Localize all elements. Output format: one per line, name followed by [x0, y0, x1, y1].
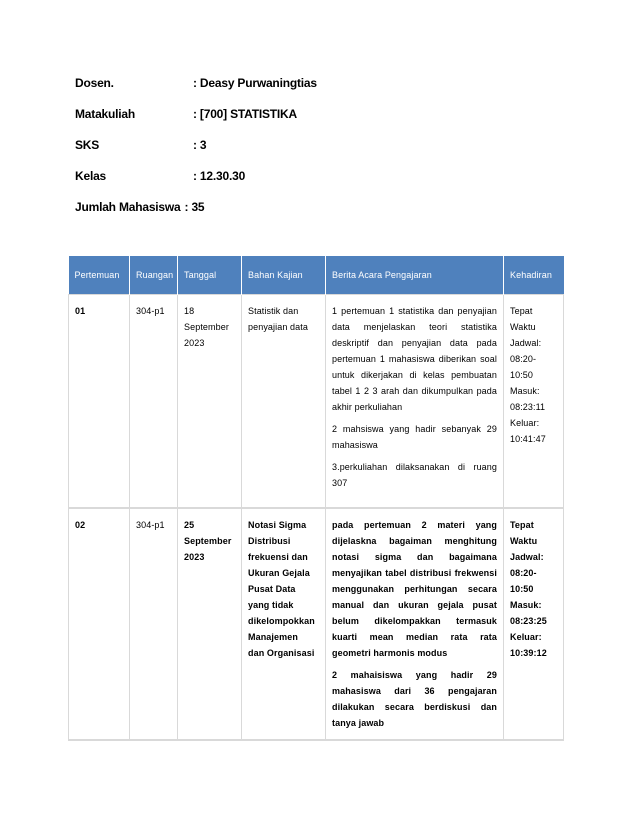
info-row-dosen — [75, 76, 495, 107]
jumlah-value: : 35 — [184, 200, 205, 214]
kehadiran-line: 08:23:11 — [510, 402, 546, 412]
cell-berita-acara — [326, 295, 504, 509]
cell-ruangan: 304-p1 — [130, 295, 178, 509]
bahan-line: frekuensi dan — [248, 552, 308, 562]
kehadiran-line: 08:23:25 — [510, 616, 547, 626]
cell-tanggal — [178, 295, 242, 509]
bahan-line: Manajemen — [248, 632, 298, 642]
bahan-line: Notasi Sigma — [248, 520, 307, 530]
header-kehadiran: Kehadiran — [504, 256, 564, 295]
kehadiran-line: 08:20- — [510, 568, 537, 578]
header-berita-acara: Berita Acara Pengajaran — [326, 256, 504, 295]
info-row-sks — [75, 138, 495, 169]
bahan-line: yang tidak — [248, 600, 294, 610]
kehadiran-line: Tepat — [510, 306, 533, 316]
header-bahan-kajian: Bahan Kajian — [242, 256, 326, 295]
kehadiran-line: 10:41:47 — [510, 434, 546, 444]
matakuliah-label: Matakuliah — [75, 107, 136, 121]
kehadiran-line: Jadwal: — [510, 552, 544, 562]
dosen-label: Dosen. — [75, 76, 114, 90]
header-pertemuan: Pertemuan — [69, 256, 130, 295]
cell-kehadiran — [504, 508, 564, 740]
dosen-value: : Deasy Purwaningtias — [193, 76, 317, 90]
kehadiran-line: Waktu — [510, 322, 536, 332]
kehadiran-line: Waktu — [510, 536, 538, 546]
berita-paragraph: 3.perkuliahan dilaksanakan di ruang 307 — [332, 462, 497, 488]
tanggal-line: September — [184, 536, 232, 546]
kehadiran-line: 10:50 — [510, 584, 534, 594]
cell-berita-acara — [326, 508, 504, 740]
bahan-line: penyajian data — [248, 322, 308, 332]
cell-tanggal — [178, 508, 242, 740]
bahan-line: dan Organisasi — [248, 648, 315, 658]
kehadiran-line: Keluar: — [510, 632, 542, 642]
tanggal-line: 18 — [184, 306, 195, 316]
tanggal-line: 2023 — [184, 552, 205, 562]
tanggal-line: September — [184, 322, 229, 332]
bahan-line: dikelompokkan — [248, 616, 315, 626]
info-row-jumlah — [75, 200, 495, 231]
course-info — [75, 76, 495, 231]
matakuliah-value: : [700] STATISTIKA — [193, 107, 297, 121]
table-row — [69, 295, 564, 509]
bahan-line: Ukuran Gejala — [248, 568, 310, 578]
attendance-table — [68, 256, 564, 741]
jumlah-label: Jumlah Mahasiswa — [75, 200, 181, 214]
kelas-label: Kelas — [75, 169, 107, 183]
info-row-matakuliah — [75, 107, 495, 138]
table-header-row — [69, 256, 564, 295]
table-row — [69, 508, 564, 740]
cell-bahan-kajian — [242, 295, 326, 509]
cell-ruangan: 304-p1 — [130, 508, 178, 740]
info-row-kelas — [75, 169, 495, 200]
header-ruangan: Ruangan — [130, 256, 178, 295]
tanggal-line: 2023 — [184, 338, 205, 348]
tanggal-line: 25 — [184, 520, 195, 530]
cell-pertemuan: 01 — [69, 295, 130, 509]
kehadiran-line: Masuk: — [510, 386, 540, 396]
kelas-value: : 12.30.30 — [193, 169, 246, 183]
bahan-line: Pusat Data — [248, 584, 296, 594]
kehadiran-line: Tepat — [510, 520, 534, 530]
bahan-line: Distribusi — [248, 536, 291, 546]
sks-value: : 3 — [193, 138, 207, 152]
kehadiran-line: 10:50 — [510, 370, 534, 380]
berita-paragraph: pada pertemuan 2 materi yang dijelaskna bagaiman menghitung notasi sigma dan bagaimana menyajikan tabel distribusi frekwensi menggunakan perhitungan secara manual dan ukuran gejala pusat belum dikelompakkan termasuk kuarti mean median rata rata geometri harmonis modus — [332, 520, 497, 658]
cell-kehadiran — [504, 295, 564, 509]
cell-pertemuan: 02 — [69, 508, 130, 740]
kehadiran-line: 10:39:12 — [510, 648, 547, 658]
kehadiran-line: 08:20- — [510, 354, 537, 364]
berita-paragraph: 1 pertemuan 1 statistika dan penyajian data menjelaskan teori statistika deskriptif dan penyajian data pada pertemuan 1 mahasiswa diberikan soal untuk dikerjakan di kelas pembuatan tabel 1 2 3 arah dan dikumpulkan pada akhir perkuliahan — [332, 306, 497, 412]
berita-paragraph: 2 mahsiswa yang hadir sebanyak 29 mahasiswa — [332, 424, 497, 450]
kehadiran-line: Keluar: — [510, 418, 540, 428]
kehadiran-line: Masuk: — [510, 600, 542, 610]
bahan-line: Statistik dan — [248, 306, 299, 316]
kehadiran-line: Jadwal: — [510, 338, 542, 348]
header-tanggal: Tanggal — [178, 256, 242, 295]
cell-bahan-kajian — [242, 508, 326, 740]
sks-label: SKS — [75, 138, 100, 152]
berita-paragraph: 2 mahaisiswa yang hadir 29 mahasiswa dari 36 pengajaran dilakukan secara berdiskusi dan tanya jawab — [332, 670, 497, 728]
